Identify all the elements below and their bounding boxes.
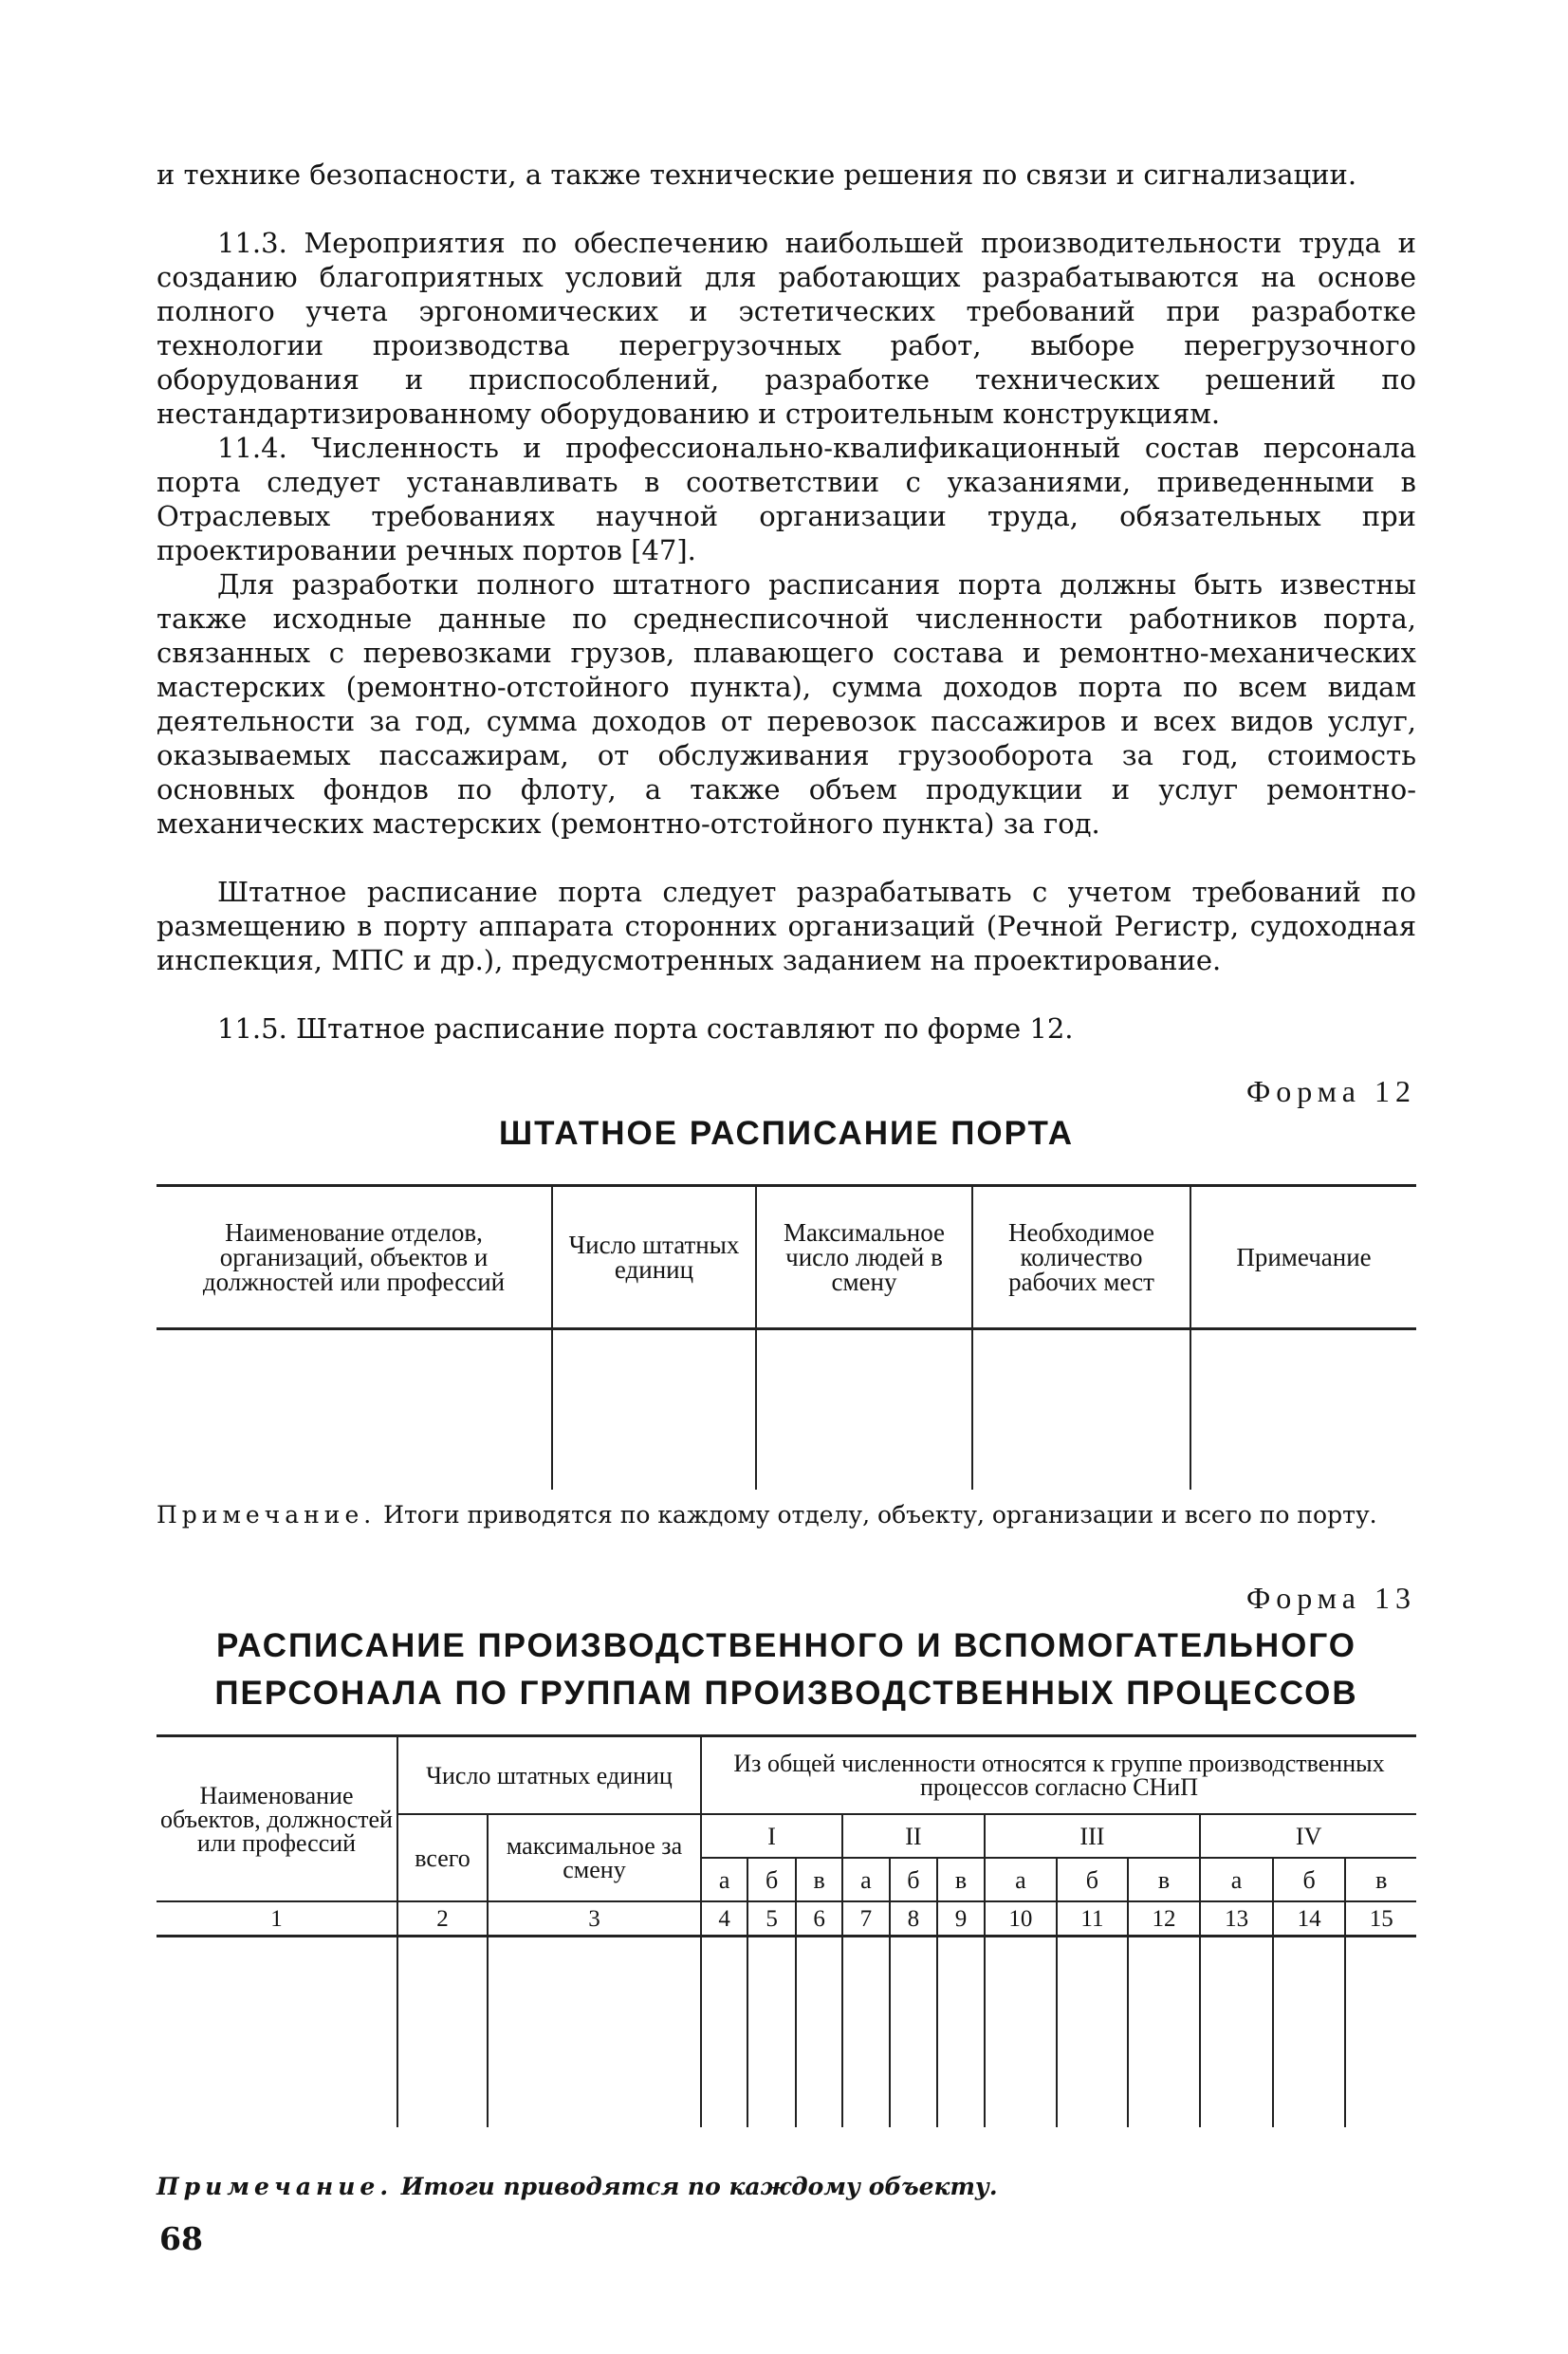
page-number: 68 xyxy=(159,2220,203,2257)
table-cell xyxy=(796,1937,842,2128)
table-cell xyxy=(842,1937,889,2128)
form-12-table xyxy=(157,1184,1416,1490)
table-cell xyxy=(488,1937,701,2128)
group-header-i: I xyxy=(701,1814,842,1858)
table-cell xyxy=(1345,1937,1416,2128)
col-header-name: Наименование отделов, организаций, объектов и должностей или профессий xyxy=(157,1186,552,1329)
table-cell xyxy=(157,1329,552,1491)
note-text: Итоги приводятся по каждому отделу, объекту, организации и всего по порту. xyxy=(383,1501,1377,1529)
column-number: 9 xyxy=(937,1901,984,1937)
table-cell xyxy=(701,1937,747,2128)
table-cell xyxy=(552,1329,756,1491)
col-header-workplaces: Необходимое количество рабочих мест xyxy=(972,1186,1190,1329)
table-cell xyxy=(937,1937,984,2128)
column-number: 5 xyxy=(747,1901,796,1937)
column-number: 15 xyxy=(1345,1901,1416,1937)
note-label: Примечание. xyxy=(157,2173,394,2200)
column-number: 13 xyxy=(1200,1901,1273,1937)
subcol-header: в xyxy=(937,1858,984,1901)
column-number: 14 xyxy=(1273,1901,1346,1937)
subcol-header: б xyxy=(747,1858,796,1901)
table-cell xyxy=(397,1937,488,2128)
note-label: Примечание. xyxy=(157,1501,377,1529)
col-header-staff-units: Число штатных единиц xyxy=(397,1736,701,1815)
form-13-label: Форма 13 xyxy=(1245,1581,1416,1615)
paragraph-staff-schedule: Штатное расписание порта следует разрабатывать с учетом требований по размещению в порту аппарата сторонних организаций (Речной Регистр, судоходная инспекция, МПС и др.), предусмотренных заданием на проектирование. xyxy=(157,876,1416,976)
column-number: 3 xyxy=(488,1901,701,1937)
column-number: 4 xyxy=(701,1901,747,1937)
column-number-row xyxy=(157,1901,1416,1937)
col-header-object-name: Наименование объектов, должностей или профессий xyxy=(157,1736,397,1902)
table-cell xyxy=(157,1937,397,2128)
group-header-iv: IV xyxy=(1200,1814,1416,1858)
subcol-header: в xyxy=(1128,1858,1201,1901)
column-number: 7 xyxy=(842,1901,889,1937)
subcol-header: а xyxy=(842,1858,889,1901)
column-number: 10 xyxy=(985,1901,1058,1937)
table-cell xyxy=(1200,1937,1273,2128)
col-header-max-per-shift: максимальное за смену xyxy=(488,1814,701,1901)
table-cell xyxy=(1190,1329,1416,1491)
subcol-header: в xyxy=(796,1858,842,1901)
col-header-max-people: Максимальное число людей в смену xyxy=(756,1186,972,1329)
col-header-staff-units: Число штатных единиц xyxy=(552,1186,756,1329)
subcol-header: в xyxy=(1345,1858,1416,1901)
table-cell xyxy=(985,1937,1058,2128)
column-number: 1 xyxy=(157,1901,397,1937)
group-header-iii: III xyxy=(985,1814,1201,1858)
paragraph-11-5: 11.5. Штатное расписание порта составляют по форме 12. xyxy=(217,1012,1074,1045)
column-number: 8 xyxy=(890,1901,938,1937)
note-text: Итоги приводятся по каждому объекту. xyxy=(400,2173,998,2200)
column-number: 6 xyxy=(796,1901,842,1937)
table-cell xyxy=(756,1329,972,1491)
subcol-header: а xyxy=(701,1858,747,1901)
table-row xyxy=(157,1937,1416,2128)
paragraph-continuation: и технике безопасности, а также технические решения по связи и сигнализации. xyxy=(157,158,1357,191)
paragraph-11-4: 11.4. Численность и профессионально-квалификационный состав персонала порта следует устанавливать в соответствии с указаниями, приведенными в Отраслевых требованиях научной организации труда, обязательных при проектировании речных портов [47]. xyxy=(157,432,1416,566)
subcol-header: а xyxy=(985,1858,1058,1901)
table-cell xyxy=(1273,1937,1346,2128)
form-13-title-line-1: РАСПИСАНИЕ ПРОИЗВОДСТВЕННОГО И ВСПОМОГАТЕЛЬНОГО xyxy=(216,1627,1356,1664)
col-header-process-groups: Из общей численности относятся к группе производственных процессов согласно СНиП xyxy=(701,1736,1416,1815)
subcol-header: б xyxy=(890,1858,938,1901)
subcol-header: б xyxy=(1273,1858,1346,1901)
column-number: 11 xyxy=(1057,1901,1128,1937)
subcol-header: а xyxy=(1200,1858,1273,1901)
paragraph-11-3: 11.3. Мероприятия по обеспечению наибольшей производительности труда и созданию благоприятных условий для работающих разрабатываются на основе полного учета эргономических и эстетических требований при разработке технологии производства перегрузочных работ, выборе перегрузочного оборудования и приспособлений, разработке технических решений по нестандартизированному оборудованию и строительным конструкциям. xyxy=(157,227,1416,430)
form-13-table xyxy=(157,1734,1416,2127)
subcol-header: б xyxy=(1057,1858,1128,1901)
col-header-remark: Примечание xyxy=(1190,1186,1416,1329)
table-cell xyxy=(747,1937,796,2128)
paragraph-staffing-data: Для разработки полного штатного расписания порта должны быть известны также исходные данные по среднесписочной численности работников порта, связанных с перевозками грузов, плавающего состава и ремонтно-механических мастерских (ремонтно-отстойного пункта), сумма доходов порта по всем видам деятельности за год, сумма доходов от перевозок пассажиров и всех видов услуг, оказываемых пассажирам, от обслуживания грузооборота за год, стоимость основных фондов по флоту, а также объем продукции и услуг ремонтно-механических мастерских (ремонтно-отстойного пункта) за год. xyxy=(157,568,1416,840)
form-12-title: ШТАТНОЕ РАСПИСАНИЕ ПОРТА xyxy=(499,1115,1074,1152)
form-12-note xyxy=(157,1501,1416,1529)
table-cell xyxy=(890,1937,938,2128)
col-header-total: всего xyxy=(397,1814,488,1901)
form-12-label: Форма 12 xyxy=(1245,1074,1416,1108)
group-header-ii: II xyxy=(842,1814,984,1858)
form-13-title-line-2: ПЕРСОНАЛА ПО ГРУППАМ ПРОИЗВОДСТВЕННЫХ ПРОЦЕССОВ xyxy=(214,1675,1358,1712)
table-row xyxy=(157,1329,1416,1491)
table-cell xyxy=(972,1329,1190,1491)
column-number: 2 xyxy=(397,1901,488,1937)
table-cell xyxy=(1128,1937,1201,2128)
form-13-note xyxy=(157,2173,1416,2201)
table-cell xyxy=(1057,1937,1128,2128)
column-number: 12 xyxy=(1128,1901,1201,1937)
